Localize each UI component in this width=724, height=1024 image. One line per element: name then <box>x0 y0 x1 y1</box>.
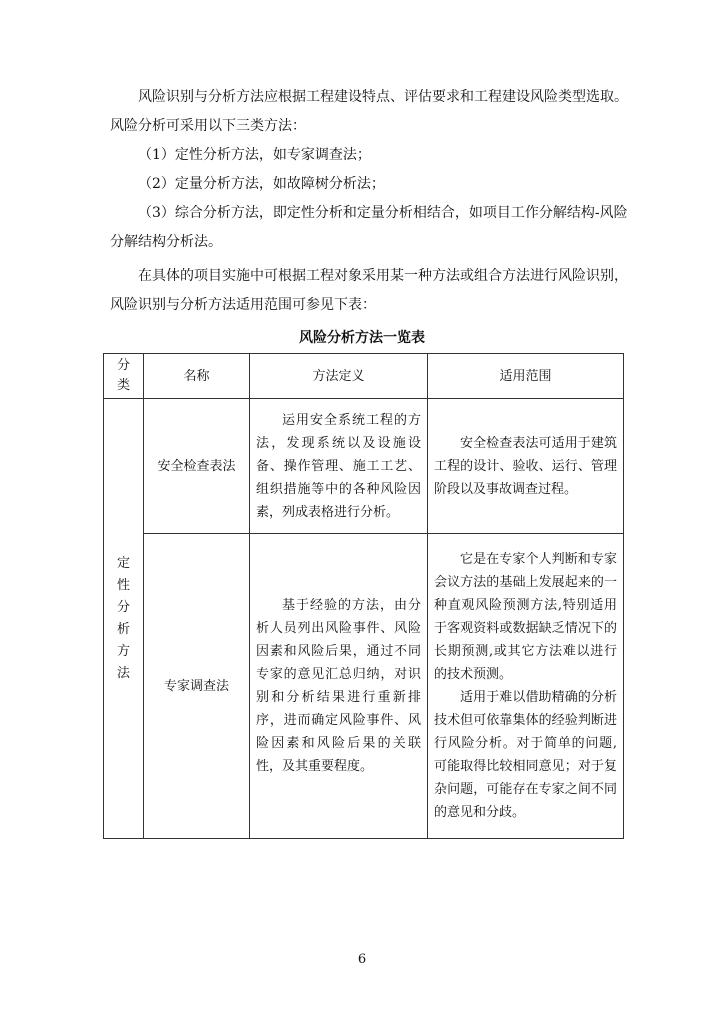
method-item-3: （3）综合分析方法，即定性分析和定量分析相结合，如项目工作分解结构-风险分解结构分析法。 <box>110 205 628 250</box>
table-intro-paragraph: 在具体的项目实施中可根据工程对象采用某一种方法或组合方法进行风险识别，风险识别与分析方法适用范围可参见下表： <box>110 268 628 313</box>
page-number: 6 <box>357 952 367 967</box>
header-definition: 方法定义 <box>250 354 428 399</box>
category-cell <box>104 399 144 839</box>
scope-paragraph-2: 适用于难以借助精确的分析技术但可依靠集体的经验判断进行风险分析。对于简单的问题,可能取得比较相同意见；对于复杂问题，可能存在专家之间不同的意见和分歧。 <box>434 690 617 820</box>
scope-paragraph-1: 它是在专家个人判断和专家会议方法的基础上发展起来的一种直观风险预测方法,特别适用于客观资料或数据缺乏情况下的长期预测,或其它方法难以进行的技术预测。 <box>434 552 617 682</box>
intro-paragraph: 风险识别与分析方法应根据工程建设特点、评估要求和工程建设风险类型选取。风险分析可采用以下三类方法： <box>110 89 628 134</box>
method-definition: 运用安全系统工程的方法，发现系统以及设施设备、操作管理、施工工艺、组织措施等中的各种风险因素，列成表格进行分析。 <box>250 399 428 534</box>
risk-methods-table <box>103 353 624 839</box>
category-label: 定性分析方法 <box>116 555 130 681</box>
table-row <box>104 534 624 839</box>
header-scope: 适用范围 <box>428 354 624 399</box>
method-name: 专家调查法 <box>144 534 250 839</box>
method-definition: 基于经验的方法，由分析人员列出风险事件、风险因素和风险后果，通过不同专家的意见汇总归纳，对识别和分析结果进行重新排序，进而确定风险事件、风险因素和风险后果的关联性，及其重要程度。 <box>250 534 428 839</box>
method-item-1: （1）定性分析方法，如专家调查法； <box>138 147 371 163</box>
method-item-2: （2）定量分析方法，如故障树分析法； <box>138 176 385 192</box>
method-scope <box>428 534 624 839</box>
table-caption: 风险分析方法一览表 <box>299 330 425 346</box>
table-header-row <box>104 354 624 399</box>
method-scope: 安全检查表法可适用于建筑工程的设计、验收、运行、管理阶段以及事故调查过程。 <box>428 399 624 534</box>
method-name: 安全检查表法 <box>144 399 250 534</box>
header-category: 分类 <box>104 354 144 399</box>
table-row <box>104 399 624 534</box>
header-name: 名称 <box>144 354 250 399</box>
